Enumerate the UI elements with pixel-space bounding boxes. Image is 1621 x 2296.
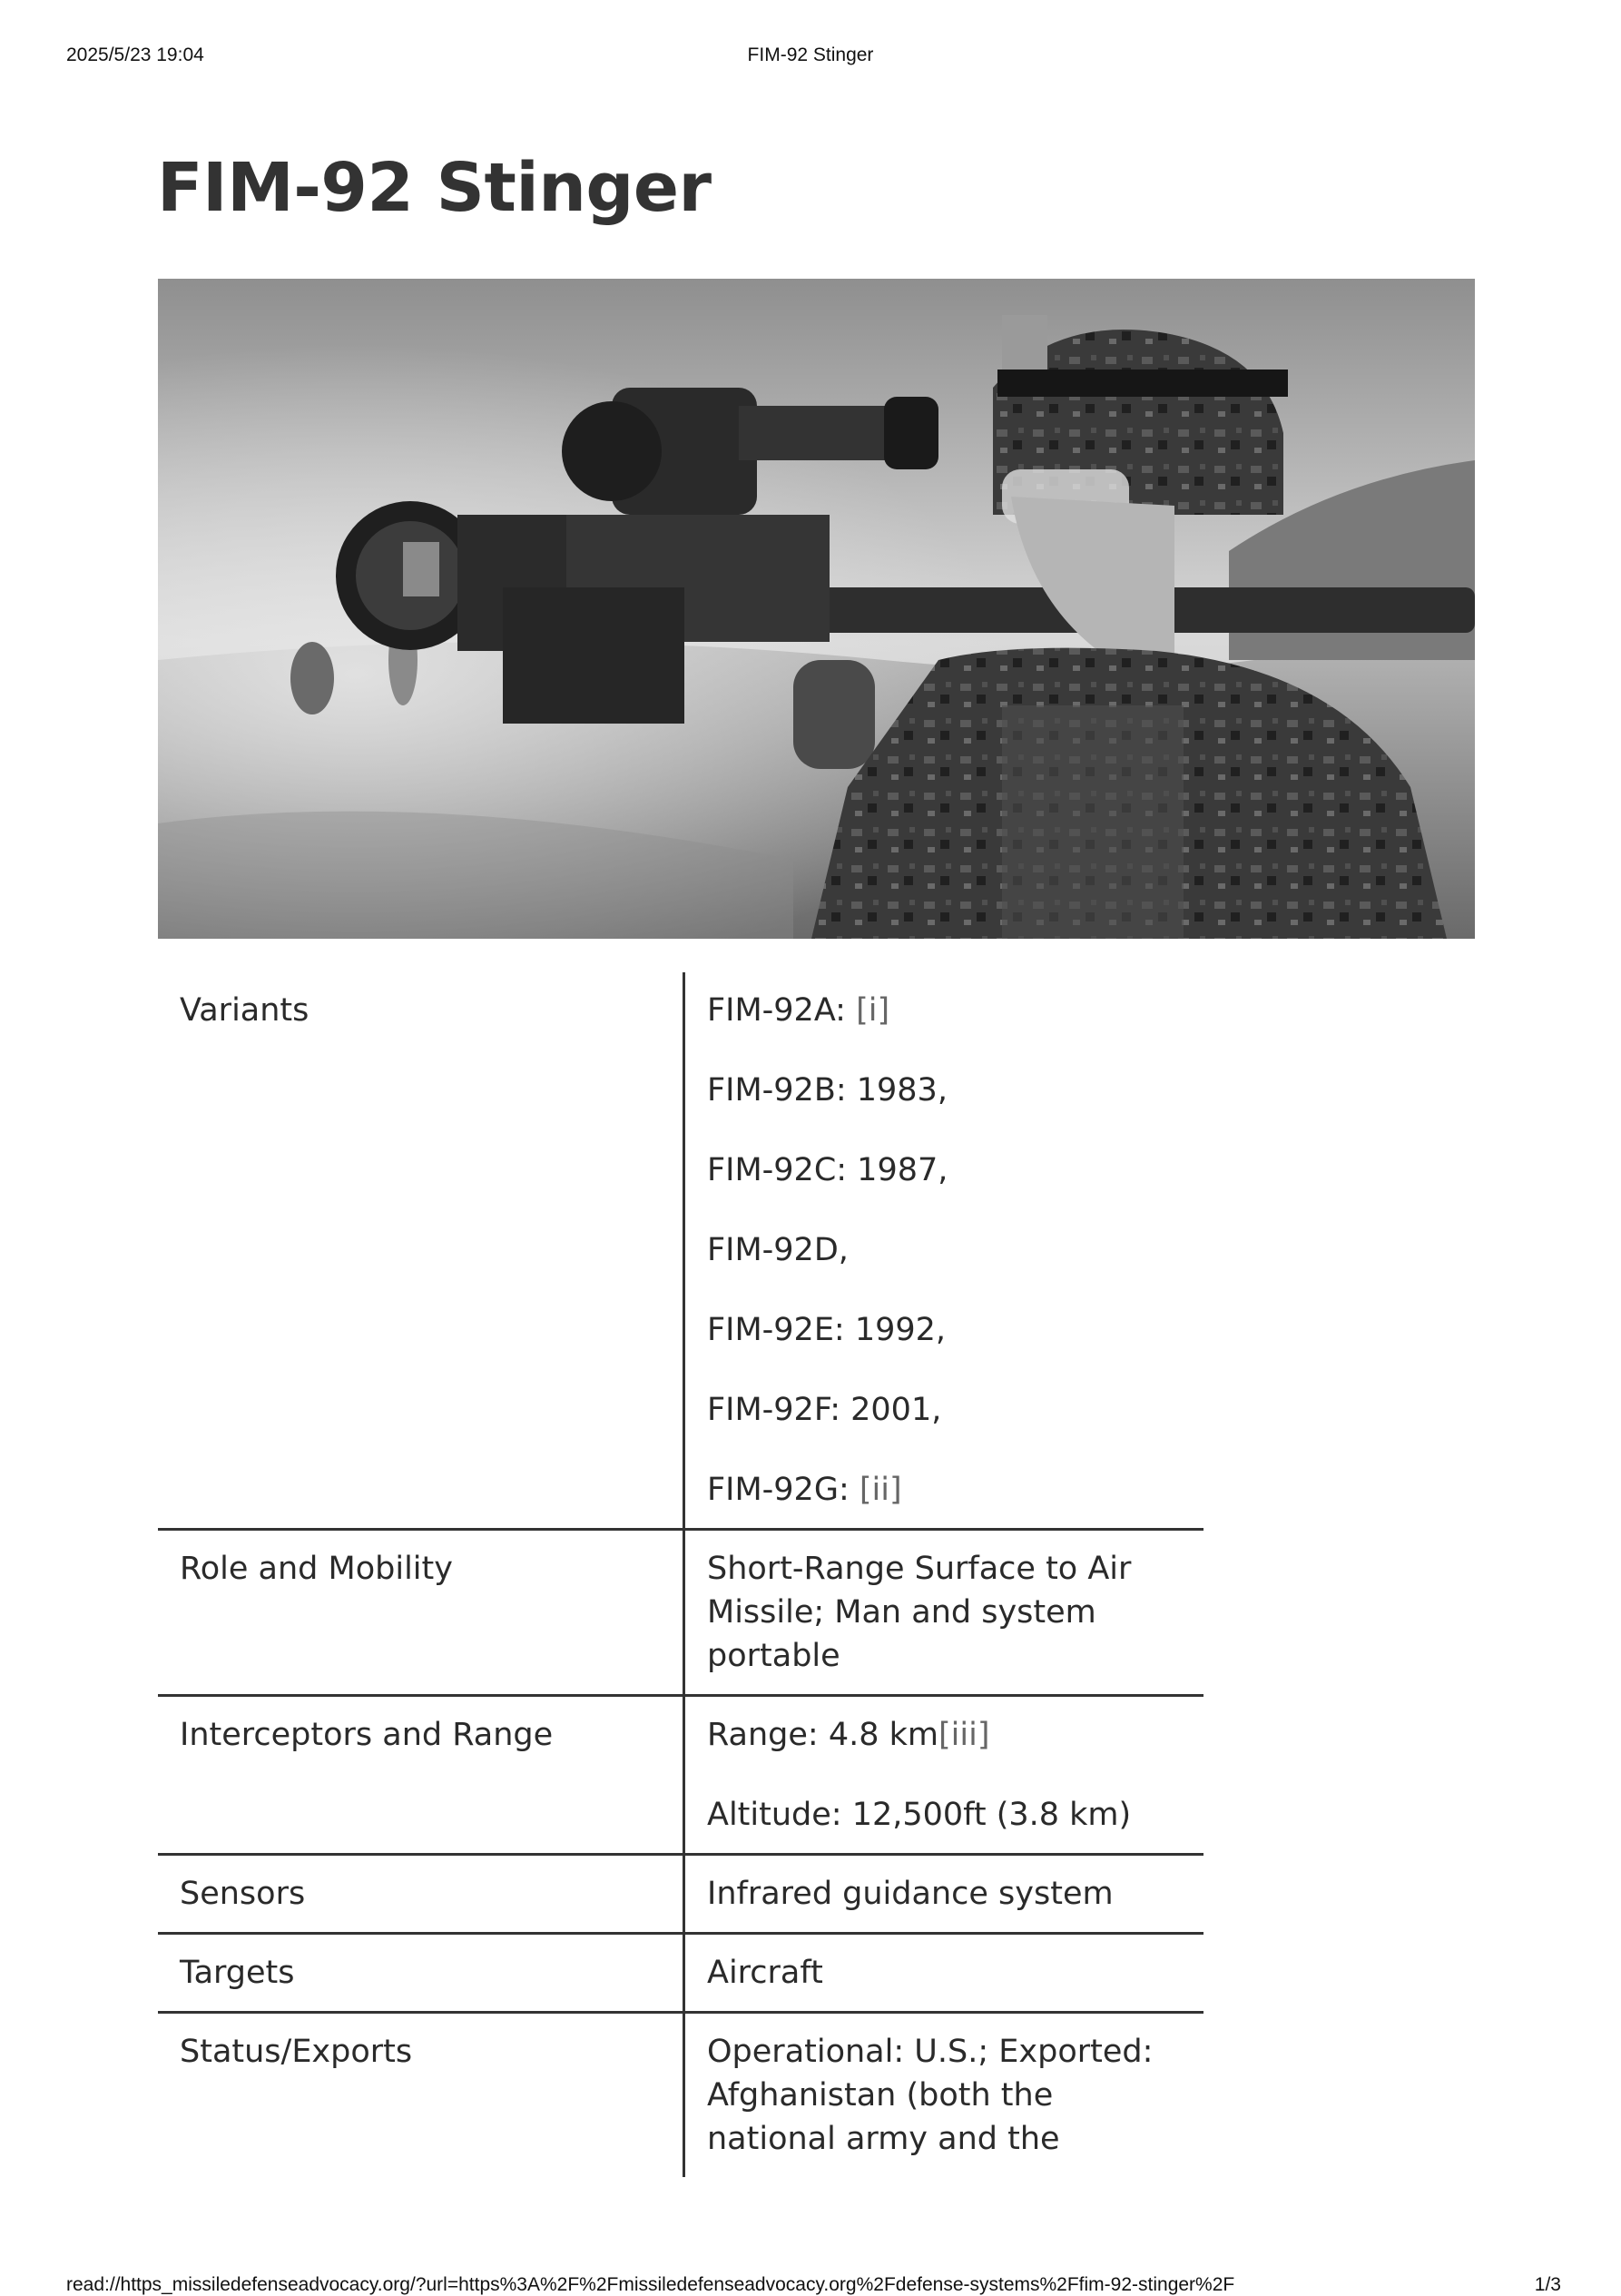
hero-photo [158, 279, 1475, 939]
variant-item [707, 1069, 1182, 1112]
targets-label: Targets [158, 1934, 684, 2013]
variant-text: FIM-92D, [707, 1232, 849, 1268]
variant-text: FIM-92B: 1983, [707, 1072, 948, 1109]
variant-text: FIM-92A: [707, 992, 857, 1029]
variant-item [707, 1468, 1182, 1512]
altitude-line: Altitude: 12,500ft (3.8 km) [707, 1797, 1132, 1833]
table-row [158, 1530, 1203, 1696]
table-row [158, 1934, 1203, 2013]
status-label: Status/Exports [158, 2013, 684, 2178]
specs-table [158, 972, 1203, 2177]
table-row [158, 972, 1203, 1530]
role-label: Role and Mobility [158, 1530, 684, 1696]
variant-text: FIM-92E: 1992, [707, 1312, 947, 1348]
range-text: Range: 4.8 km [707, 1717, 938, 1753]
variant-item [707, 1308, 1182, 1352]
variant-text: FIM-92G: [707, 1472, 860, 1508]
print-footer-page-number: 1/3 [1534, 2274, 1561, 2295]
reference-link[interactable]: [i] [856, 992, 890, 1029]
print-footer-url: read://https_missiledefenseadvocacy.org/?url=https%3A%2F%2Fmissiledefenseadvocacy.org%2Fdefense-systems%2Ffim-92-stinger%2F [66, 2274, 1235, 2295]
variant-text: FIM-92F: 2001, [707, 1392, 942, 1428]
variant-item [707, 1228, 1182, 1272]
variants-value [684, 972, 1204, 1530]
interceptors-label: Interceptors and Range [158, 1696, 684, 1855]
variant-text: FIM-92C: 1987, [707, 1152, 948, 1188]
status-value: Operational: U.S.; Exported: Afghanistan (both the national army and the [684, 2013, 1204, 2178]
reference-link[interactable]: [ii] [859, 1472, 902, 1508]
variant-item [707, 1148, 1182, 1192]
variant-item [707, 989, 1182, 1032]
sensors-label: Sensors [158, 1855, 684, 1934]
variants-label: Variants [158, 972, 684, 1530]
table-row [158, 2013, 1203, 2178]
table-row [158, 1696, 1203, 1855]
targets-value: Aircraft [684, 1934, 1204, 2013]
sensors-value: Infrared guidance system [684, 1855, 1204, 1934]
range-line [707, 1713, 1182, 1757]
variant-item [707, 1388, 1182, 1432]
print-header-datetime: 2025/5/23 19:04 [66, 44, 204, 65]
print-header-title: FIM-92 Stinger [747, 44, 874, 65]
table-row [158, 1855, 1203, 1934]
page-title: FIM-92 Stinger [157, 149, 712, 227]
reference-link[interactable]: [iii] [938, 1717, 990, 1753]
interceptors-value [684, 1696, 1204, 1855]
role-value: Short-Range Surface to Air Missile; Man and system portable [684, 1530, 1204, 1696]
